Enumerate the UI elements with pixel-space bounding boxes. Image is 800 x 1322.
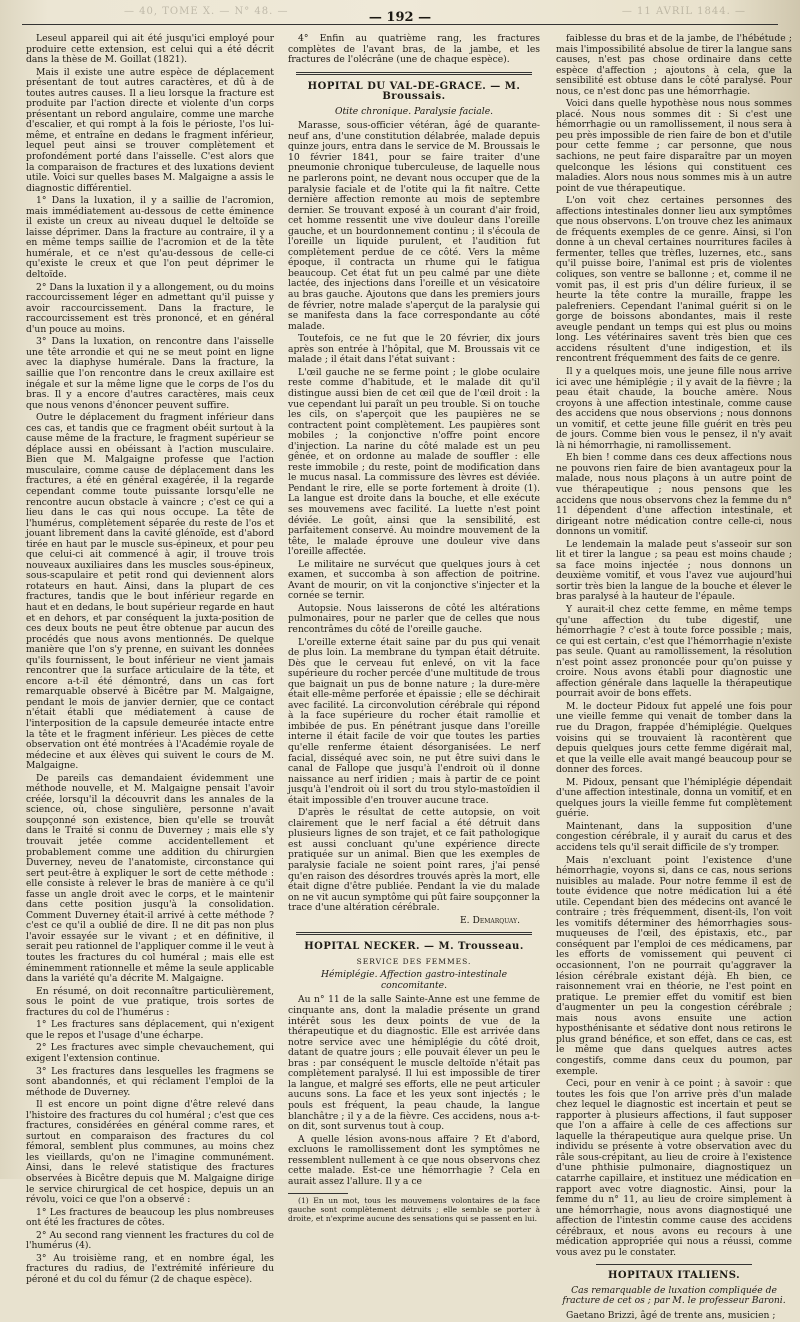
signature: E. Demarquay. bbox=[459, 914, 520, 926]
paragraph: 2° Au second rang viennent les fractures du col de l'humérus (4). bbox=[26, 1229, 274, 1252]
paragraph: M. Pidoux, pensant que l'hémiplégie dépendait d'une affection intestinale, donna un vomitif, et en quelques jours la vieille femme fut complètement guérie. bbox=[556, 776, 792, 820]
column-3 bbox=[556, 33, 792, 1321]
section-rule bbox=[296, 72, 532, 75]
paragraph: Autopsie. Nous laisserons de côté les altérations pulmonaires, pour ne parler que de celles que nous rencontrâmes du côté de l'oreille gauche. bbox=[288, 602, 540, 635]
paragraph: Maintenant, dans la supposition d'une congestion cérébrale, il y aurait du carus et des accidens tels qu'il serait difficile de s'y tromper. bbox=[556, 820, 792, 854]
header-bleed-right: — 11 AVRIL 1844. — bbox=[621, 6, 746, 17]
paragraph: Mais il existe une autre espèce de déplacement présentant de tout autres caractères, et dû à de toutes autres causes. Il a lieu lorsque la fracture est produite par l'action directe et violente d'un corps présentant un rebord angulaire, comme une marche d'escalier, et qui rompt à la fois le périoste, l'os lui-même, et entraîne en dedans le fragment inférieur, lequel peut ainsi se trouver complètement et profondément porté dans l'aisselle. C'est alors que la comparaison de fractures et des luxations devient utile. Voici sur quelles bases M. Malgaigne a assis le diagnostic différentiel. bbox=[26, 66, 274, 194]
paragraph: 1° Dans la luxation, il y a saillie de l'acromion, mais immédiatement au-dessous de cette éminence il existe un creux au niveau duquel le deltoïde se laisse déprimer. Dans la fracture au contraire, il y a en même temps saillie de l'acromion et de la tête humérale, et ce n'est qu'au-dessous de celle-ci qu'existe le creux et que l'on peut déprimer le deltoïde. bbox=[26, 195, 274, 281]
page-header bbox=[14, 6, 786, 26]
paragraph: 1° Les fractures sans déplacement, qui n'exigent que le repos et l'usage d'une écharpe. bbox=[26, 1019, 274, 1041]
service-label: SERVICE DES FEMMES. bbox=[356, 956, 472, 966]
paragraph: En résumé, on doit reconnaître particulièrement, sous le point de vue pratique, trois sortes de fractures du col de l'humérus : bbox=[26, 985, 274, 1018]
paragraph: Le militaire ne survécut que quelques jours à cet examen, et succomba à son affection de poitrine. Avant de mourir, on vit la conjonctive s'injecter et la cornée se ternir. bbox=[288, 558, 540, 602]
paragraph: Outre le déplacement du fragment inférieur dans ces cas, et tandis que ce fragment obéit surtout à la cause même de la fracture, le fragment supérieur se déplace aussi en obéissant à l'action musculaire. Bien que M. Malgaigne professe que l'action musculaire, comme cause de déplacement dans les fractures, a été en général exagérée, il la regarde cependant comme toute puissante lorsqu'elle ne rencontre aucun obstacle à vaincre ; c'est ce qui a lieu dans le cas qui nous occupe. La tête de l'humérus, complètement séparée du reste de l'os et jouant librement dans la cavité glénoïde, est d'abord tirée en haut par le muscle sus-épineux, et pour peu que celui-ci ait commencé à agir, il trouve trois nouveaux auxiliaires dans les muscles sous-épineux, sous-scapulaire et petit rond qui deviennent alors rotateurs en haut. Ainsi, dans la plupart de ces fractures, tandis que le bout inférieur regarde en haut et en dedans, le bout supérieur regarde en haut et en dehors, et par conséquent la juxta-position de ces deux bouts ne peut être obtenue par aucun des procédés que nous avons mentionnés. De quelque manière que l'on s'y prenne, en suivant les données qu'ils fournissent, le bout inférieur ne vient jamais rencontrer que la surface articulaire de la tête, et encore a-t-il été démontré, dans un cas fort remarquable observé à Bicêtre par M. Malgaigne, pendant le mois de janvier dernier, que ce contact n'était établi que médiatement à cause de l'interposition de la capsule demeurée intacte entre la tête et le fragment inférieur. Les pièces de cette observation ont été montrées à l'Académie royale de médecine et aux élèves qui suivent le cours de M. Malgaigne. bbox=[26, 412, 274, 772]
paragraph: De pareils cas demandaient évidemment une méthode nouvelle, et M. Malgaigne pensait l'avoir créée, lorsqu'il la découvrit dans les annales de la science, où, chose singulière, personne n'avait soupçonné son existence, bien qu'elle se trouvât dans le Traité si connu de Duverney ; mais elle s'y trouvait jetée comme accidentellement et probablement comme une addition du chirurgien Duverney, neveu de l'anatomiste, circonstance qui sert peut-être à expliquer le sort de cette méthode : elle consiste à relever le bras de manière à ce qu'il fasse un angle droit avec le corps, et le maintenir dans cette position jusqu'à la consolidation. Comment Duverney était-il arrivé à cette méthode ? c'est ce qu'il a oublié de dire. Il ne dit pas non plus l'avoir essayée sur le vivant ; et en définitive, il serait peu rationnel de l'appliquer comme il le veut à toutes les fractures du col huméral ; mais elle est éminemment rationnelle et même la seule applicable dans la variété qu'a décrite M. Malgaigne. bbox=[26, 772, 274, 985]
paragraph: 2° Dans la luxation il y a allongement, ou du moins raccourcissement léger en admettant qu'il puisse y avoir raccourcissement. Dans la fracture, le raccourcissement est très prononcé, et en général d'un pouce au moins. bbox=[26, 281, 274, 335]
paragraph: M. le docteur Pidoux fut appelé une fois pour une vieille femme qui venait de tomber dans la rue du Dragon, frappée d'hémiplégie. Quelques voisins qui se trouvaient là racontèrent que depuis quelques jours cette femme digérait mal, et que la veille elle avait mangé beaucoup pour se donner des forces. bbox=[556, 700, 792, 776]
paragraph: Toutefois, ce ne fut que le 20 février, dix jours après son entrée à l'hôpital, que M. Broussais vit ce malade ; il était dans l'état suivant : bbox=[288, 333, 540, 366]
column-2 bbox=[288, 33, 540, 1223]
section-subtitle: Otite chronique. Paralysie faciale. bbox=[334, 105, 494, 117]
paragraph: Marasse, sous-officier vétéran, âgé de quarante-neuf ans, d'une constitution délabrée, malade depuis quinze jours, entra dans le service de M. Broussais le 10 février 1841, pour se faire traiter d'une pneumonie chronique tuberculeuse, de laquelle nous ne parlerons point, ne devant nous occuper que de la paralysie faciale et de l'otite qui la fit naître. Cette dernière affection remonte au mois de septembre dernier. Se trouvant exposé à un courant d'air froid, cet homme ressentit une vive douleur dans l'oreille gauche, et un bourdonnement continu ; il s'écoula de l'oreille un liquide purulent, et l'audition fut complètement perdue de ce côté. Vers la même époque, il contracta un rhume qui le fatigua beaucoup. Cet état fut un peu calmé par une diète lactée, des injections dans l'oreille et un vésicatoire au bras gauche. Ajoutons que dans les premiers jours de février, notre malade s'aperçut de la paralysie qui se manifesta dans la face correspondante au côté malade. bbox=[288, 120, 540, 332]
paragraph: L'œil gauche ne se ferme point ; le globe oculaire reste comme d'habitude, et le malade dit qu'il distingue aussi bien de cet œil que de l'œil droit : la vue cependant lui paraît un peu trouble. Si on touche les cils, on s'aperçoit que les paupières ne se contractent point complètement. Les paupières sont mobiles ; la conjonctive n'offre point encore d'injection. La narine du côté malade est un peu gênée, et on ordonne au malade de souffler : elle reste immobile ; du reste, point de modification dans le mucus nasal. La commissure des lèvres est déviée. Pendant le rire, elle se porte fortement à droite (1). La langue est droite dans la bouche, et elle exécute ses mouvemens avec facilité. La luette n'est point déviée. Le goût, ainsi que la sensibilité, est parfaitement conservé. Au moindre mouvement de la tête, le malade éprouve une douleur vive dans l'oreille affectée. bbox=[288, 366, 540, 558]
paragraph: A quelle lésion avons-nous affaire ? Et d'abord, excluons le ramollissement dont les symptômes ne ressemblent nullement à ce que nous observons chez cette malade. Est-ce une hémorrhagie ? Cela en aurait assez l'allure. Il y a ce bbox=[288, 1133, 540, 1187]
paragraph: D'après le résultat de cette autopsie, on voit clairement que le nerf facial a été détruit dans plusieurs lignes de son trajet, et ce fait pathologique est aussi concluant qu'une expérience directe pratiquée sur un animal. Bien que les exemples de paralysie faciale ne soient point rares, j'ai pensé qu'en raison des désordres trouvés après la mort, elle était digne d'être publiée. Pendant la vie du malade on ne vit aucun symptôme qui pût faire soupçonner la trace d'une altération cérébrale. bbox=[288, 807, 540, 914]
footnote: (1) En un mot, tous les mouvemens volontaires de la face gauche sont complètement détruits ; elle semble se porter à droite, et n'exprime aucune des sensations qui se passent en lui. bbox=[288, 1196, 540, 1223]
paragraph: Le lendemain la malade peut s'asseoir sur son lit et tirer la langue ; sa peau est moins chaude ; sa face moins injectée ; nous donnons un deuxième vomitif, et vous l'avez vue aujourd'hui sortir très bien la langue de la bouche et élever le bras paralysé à la hauteur de l'épaule. bbox=[556, 538, 792, 603]
paragraph: faiblesse du bras et de la jambe, de l'hébétude ; mais l'impossibilité absolue de tirer la langue sans causes, n'est pas chose ordinaire dans cette espèce d'affection ; ajoutons à cela, que la sensibilité est obtuse dans le côté paralysé. Pour nous, ce n'est donc pas une hémorrhagie. bbox=[556, 33, 792, 97]
paragraph: 1° Les fractures de beaucoup les plus nombreuses ont été les fractures de côtes. bbox=[26, 1206, 274, 1229]
paragraph: 2° Les fractures avec simple chevauchement, qui exigent l'extension continue. bbox=[26, 1042, 274, 1064]
paragraph: 3° Les fractures dans lesquelles les fragmens se sont abandonnés, et qui réclament l'emploi de la méthode de Duverney. bbox=[26, 1065, 274, 1098]
paragraph: 4° Enfin au quatrième rang, les fractures complètes de l'avant bras, de la jambe, et les fractures de l'olécrâne (une de chaque espèce). bbox=[288, 33, 540, 66]
header-rule bbox=[22, 24, 778, 26]
paragraph: Au n° 11 de la salle Sainte-Anne est une femme de cinquante ans, dont la maladie présente un grand intérêt sous les deux points de vue de la thérapeutique et du diagnostic. Elle est arrivée dans notre service avec une hémiplégie du côté droit, datant de quatre jours ; elle pouvait élever un peu le bras : par conséquent le muscle deltoïde n'était pas complètement paralysé. Il lui est impossible de tirer la langue, et malgré ses efforts, elle ne peut articuler aucuns sons. La face et les yeux sont injectés ; le pouls est fréquent, la peau chaude, la langue blanchâtre ; il y a de la fièvre. Ces accidens, nous a-t-on dit, sont survenus tout à coup. bbox=[288, 994, 540, 1133]
paragraph: Gaetano Brizzi, âgé de trente ans, musicien ; bbox=[566, 1309, 776, 1321]
header-bleed-left: — 40, TOME X. — N° 48. — bbox=[124, 6, 289, 17]
paragraph: Ceci, pour en venir à ce point ; à savoir : que toutes les fois que l'on arrive près d'un malade chez lequel le diagnostic est incertain et peut se rapporter à plusieurs affections, il faut supposer que l'on a affaire à celle de ces affections sur laquelle la thérapeutique aura quelque prise. Un individu se présente à votre observation avec du râle sous-crépitant, au lieu de croire à l'existence d'une phthisie pulmonaire, diagnostiquez un catarrhe capillaire, et instituez une médication en rapport avec votre diagnostic. Ainsi, pour la femme du n° 11, au lieu de croire simplement à une hémorrhagie, nous avons diagnostiqué une affection de l'intestin comme cause des accidens cérébraux, et nous avons eu recours à une médication appropriée qui nous a réussi, comme vous avez pu le constater. bbox=[556, 1078, 792, 1258]
paragraph: 3° Dans la luxation, on rencontre dans l'aisselle une tête arrondie et qui ne se meut point en ligne avec la diaphyse humérale. Dans la fracture, la saillie que l'on rencontre dans le creux axillaire est inégale et sur la même ligne que le corps de l'os du bras. Il y a encore d'autres caractères, mais ceux que nous venons d'énoncer peuvent suffire. bbox=[26, 336, 274, 411]
paragraph: 3° Au troisième rang, et en nombre égal, les fractures du radius, de l'extrémité inférieure du péroné et du col du fémur (2 de chaque espèce). bbox=[26, 1252, 274, 1285]
paragraph: Mais n'excluant point l'existence d'une hémorrhagie, voyons si, dans ce cas, nous serions nuisibles au malade. Pour notre femme il est de toute évidence que notre médication lui a été utile. Cependant bien des médecins ont avancé le contraire ; très fréquemment, disent-ils, l'on voit les vomitifs déterminer des hémorrhagies sous-muqueuses de l'œil, des épistaxis, etc., par conséquent par l'emploi de ces médicamens, par les efforts de vomissement qui peuvent ci occasionnent, l'on ne pourrait qu'aggraver la lésion cérébrale existant déjà. Eh bien, ce raisonnement vrai en théorie, ne l'est point en pratique. Le premier effet du vomitif est bien d'augmenter un peu la congestion cérébrale ; mais nous avons ensuite une action hyposthénisante et sédative dont nous retirons le plus grand bénéfice, et son effet, dans ce cas, est le même que dans quelques autres actes congestifs, comme dans ceux du poumon, par exemple. bbox=[556, 854, 792, 1077]
paragraph: Y aurait-il chez cette femme, en même temps qu'une affection du tube digestif, une hémorrhagie ? c'est à toute force possible ; mais, ce qui est certain, c'est que l'hémorrhagie n'existe pas seule. Quant au ramollissement, la résolution n'est point assez prononcée pour qu'on puisse y croire. Nous avons établi pour diagnostic une affection générale dans laquelle la thérapeutique pourrait avoir de bons effets. bbox=[556, 603, 792, 700]
section-rule bbox=[596, 1264, 752, 1265]
section-title: HOPITAUX ITALIENS. bbox=[607, 1270, 741, 1282]
section-rule bbox=[296, 932, 532, 935]
paragraph: Voici dans quelle hypothèse nous nous sommes placé. Nous nous sommes dit : Si c'est une hémorrhagie ou un ramollissement, il nous sera à peu près impossible de rien faire de bon et d'utile pour cette femme ; car personne, que nous sachions, ne peut faire disparaître par un moyen quelconque les lésions qui constituent ces maladies. Alors nous nous sommes mis à un autre point de vue thérapeutique. bbox=[556, 98, 792, 194]
section-title: HOPITAL NECKER. — M. Trousseau. bbox=[304, 941, 524, 953]
footnote-rule bbox=[288, 1193, 348, 1194]
section-subtitle: Hémiplégie. Affection gastro-intestinale concomitante. bbox=[320, 969, 508, 991]
section-title: HOPITAL DU VAL-DE-GRACE. — M. Broussais. bbox=[307, 80, 521, 103]
page-number: — 192 — bbox=[368, 10, 432, 25]
paragraph: Il y a quelques mois, une jeune fille nous arrive ici avec une hémiplégie ; il y avait de la fièvre ; la peau était chaude, la bouche amère. Nous croyons à une affection intestinale, comme cause des accidens que nous observions ; nous donnons un vomitif, et cette jeune fille guérit en très peu de jours. Comme bien vous le pensez, il n'y avait là ni hémorrhagie, ni ramollissement. bbox=[556, 365, 792, 451]
column-1 bbox=[26, 33, 274, 1285]
paragraph: Leseul appareil qui ait été jusqu'ici employé pour produire cette extension, est celui qui a été décrit dans la thèse de M. Goillat (1821). bbox=[26, 33, 274, 66]
section-subtitle: Cas remarquable de luxation compliquée de fracture de cet os ; par M. le professeur Baroni. bbox=[562, 1284, 786, 1307]
paragraph: Eh bien ! comme dans ces deux affections nous ne pouvons rien faire de bien avantageux pour la malade, nous nous plaçons à un autre point de vue thérapeutique ; nous pensons que les accidens que nous observons chez la femme du n° 11 dépendent d'une affection intestinale, et dirigeant notre médication contre celle-ci, nous donnons un vomitif. bbox=[556, 452, 792, 538]
paragraph: Il est encore un point digne d'être relevé dans l'histoire des fractures du col huméral ; c'est que ces fractures, considérées en général comme rares, et surtout en comparaison des fractures du col fémoral, semblent plus communes, au moins chez les vieillards, qu'on ne l'imagine communément. Ainsi, dans le relevé statistique des fractures observées à Bicêtre depuis que M. Malgaigne dirige le service chirurgical de cet hospice, depuis un an révolu, voici ce que l'on a observé : bbox=[26, 1099, 274, 1206]
paragraph: L'oreille externe était saine par du pus qui venait de plus loin. La membrane du tympan était détruite. Dès que le cerveau fut enlevé, on vit la face supérieure du rocher percée d'une multitude de trous que baignait un pus de bonne nature ; la dure-mère était elle-même perforée et épaissie ; elle se déchirait avec facilité. La circonvolution cérébrale qui répond à la face supérieure du rocher était ramollie et imbibée de pus. En pénétrant jusque dans l'oreille interne il était facile de voir que toutes les parties qu'elle renferme étaient désorganisées. Le nerf facial, disséqué avec soin, ne put être suivi dans le canal de Fallope que jusqu'à l'endroit où il donne naissance au nerf iridien ; mais à partir de ce point jusqu'à l'endroit où il sort du trou stylo-mastoïdien il était impossible d'en trouver aucune trace. bbox=[288, 636, 540, 806]
paragraph: L'on voit chez certaines personnes des affections intestinales donner lieu aux symptômes que nous observons. L'on trouve chez les animaux de fréquents exemples de ce genre. Ainsi, si l'on donne à un cheval certaines nourritures faciles à fermenter, telles que trèfles, luzernes, etc., sans qu'il puisse boire, l'animal est pris de violentes coliques, son ventre se ballonne ; et, comme il ne vomit pas, il est pris d'un délire furieux, il se heurte la tête contre la muraille, frappe les palefreniers. Cependant l'animal guérit si on le gorge de boissons abondantes, mais il reste aveugle pendant un temps qui est plus ou moins long. Les vétérinaires savent très bien que ces accidens résultent d'une indigestion, et ils rencontrent fréquemment des faits de ce genre. bbox=[556, 195, 792, 365]
